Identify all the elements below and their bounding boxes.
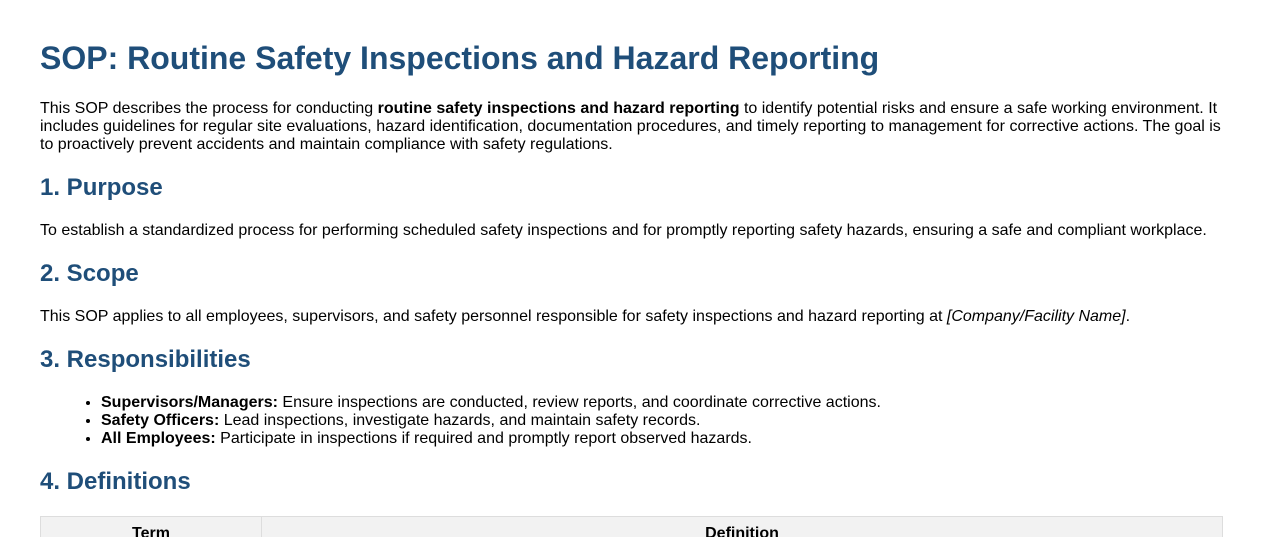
scope-text: This SOP applies to all employees, supervisors, and safety personnel responsible for safety inspections and hazard reporting at [40, 308, 947, 325]
company-placeholder: [Company/Facility Name] [946, 308, 1126, 325]
role-description: Participate in inspections if required and promptly report observed hazards. [215, 430, 752, 447]
section-heading-scope: 2. Scope [40, 260, 139, 287]
scope-paragraph [40, 308, 1223, 326]
section-heading-responsibilities: 3. Responsibilities [40, 346, 251, 373]
responsibilities-list [40, 394, 1223, 448]
page-title: SOP: Routine Safety Inspections and Hazard Reporting [40, 40, 880, 76]
intro-paragraph [40, 100, 1223, 154]
role-label: All Employees: [101, 430, 216, 447]
column-header-definition: Definition [262, 517, 1223, 537]
role-label: Safety Officers: [101, 412, 220, 429]
table-header-row [41, 517, 1223, 537]
intro-bold-phrase: routine safety inspections and hazard reporting [377, 100, 740, 117]
scope-text-end: . [1125, 308, 1131, 325]
intro-text-start: This SOP describes the process for conducting [40, 100, 378, 117]
role-label: Supervisors/Managers: [101, 394, 278, 411]
list-item [101, 430, 1223, 448]
purpose-paragraph: To establish a standardized process for performing scheduled safety inspections and for promptly reporting safety hazards, ensuring a safe and compliant workplace. [40, 222, 1207, 239]
role-description: Ensure inspections are conducted, review reports, and coordinate corrective actions. [277, 394, 881, 411]
section-heading-purpose: 1. Purpose [40, 174, 163, 201]
list-item [101, 394, 1223, 412]
definitions-table [40, 516, 1223, 537]
column-header-term: Term [41, 517, 262, 537]
role-description: Lead inspections, investigate hazards, and maintain safety records. [219, 412, 701, 429]
section-heading-definitions: 4. Definitions [40, 468, 191, 495]
list-item [101, 412, 1223, 430]
intro-text-end: to identify potential risks and ensure a safe working environment. It includes guidelines for regular site evaluations, hazard identification, documentation procedures, and timely reporting to management for corrective actions. The goal is to proactively prevent accidents and maintain compliance with safety regulations. [40, 100, 1221, 153]
